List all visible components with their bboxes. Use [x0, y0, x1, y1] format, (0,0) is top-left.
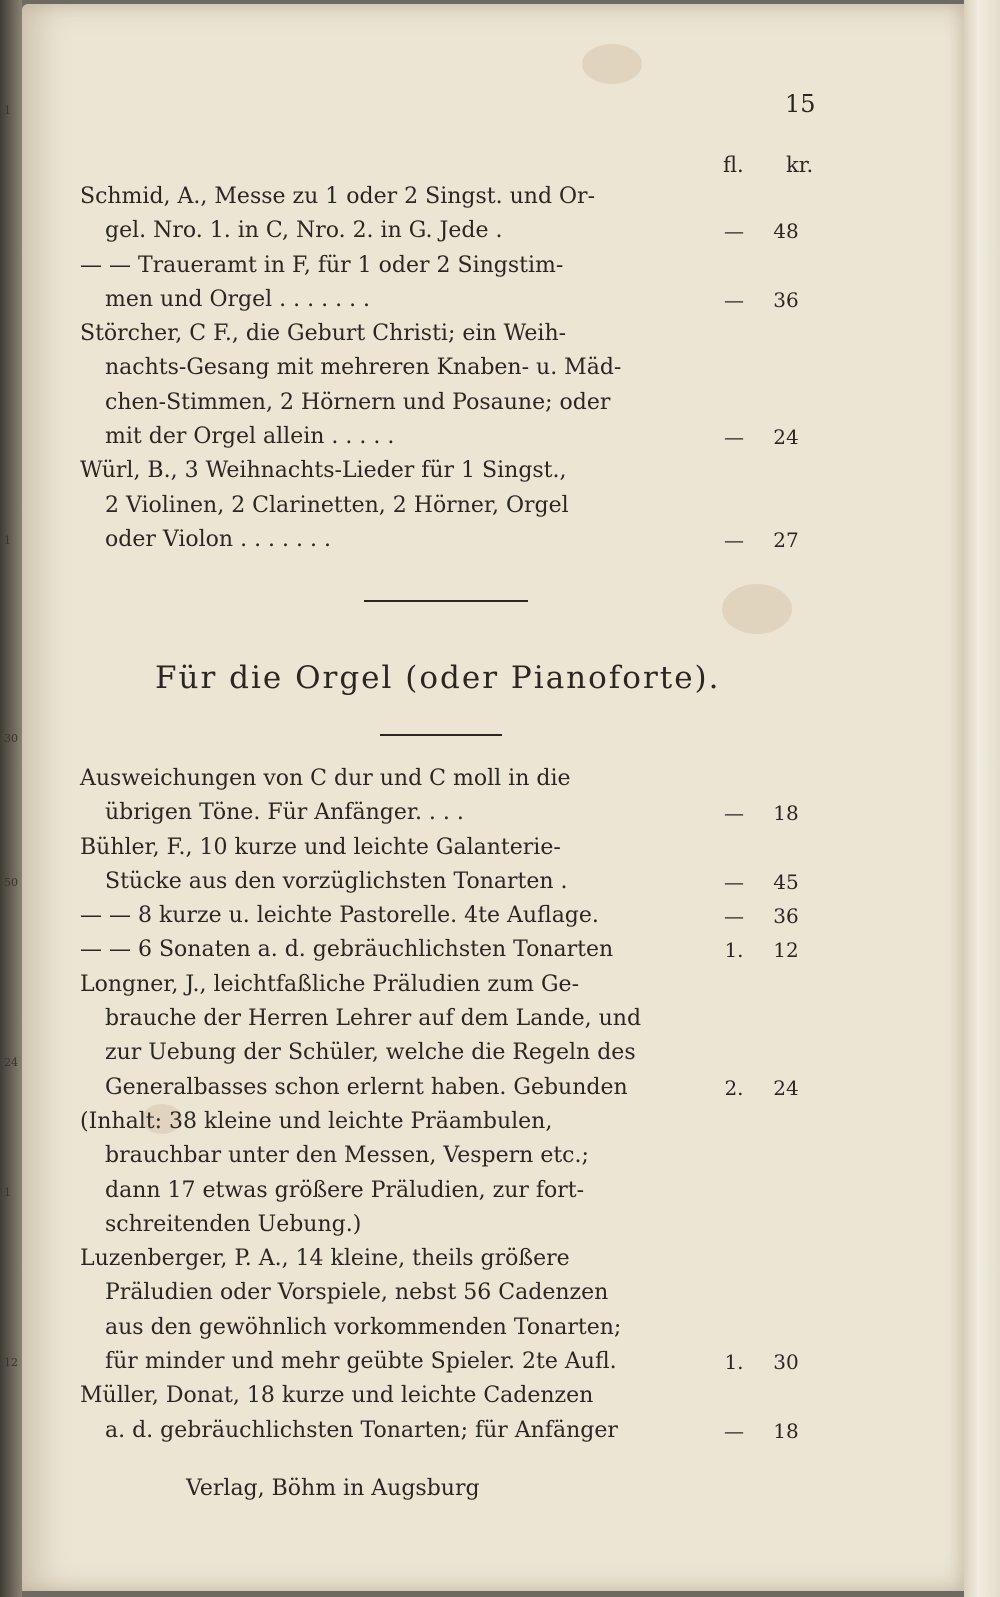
entry-line	[80, 1071, 820, 1105]
entry-title-line: Schmid, A., Messe zu 1 oder 2 Singst. und Or-	[80, 184, 596, 209]
entry-line	[80, 1036, 820, 1070]
entry-line	[80, 420, 820, 454]
entry-line	[80, 865, 820, 899]
entry-line	[80, 489, 820, 523]
entry-line	[80, 968, 820, 1002]
price-fl: —	[724, 287, 744, 312]
entry-line	[80, 386, 820, 420]
margin-mark: 30	[4, 732, 18, 745]
entry-line	[80, 796, 820, 830]
entry-continuation-line: Generalbasses schon erlernt haben. Gebunden	[105, 1074, 628, 1100]
price-kr: 36	[773, 904, 799, 929]
stain	[582, 44, 642, 84]
entry-continuation-line: zur Uebung der Schüler, welche die Regeln des	[105, 1040, 636, 1066]
organ-entry-list	[80, 762, 820, 1448]
entry-title-line: — — 8 kurze u. leichte Pastorelle. 4te Auflage.	[80, 903, 599, 929]
entry-continuation-line: dann 17 etwas größere Präludien, zur fort-	[105, 1177, 585, 1203]
currency-header-kr: kr.	[786, 153, 814, 177]
entry-line	[80, 351, 820, 385]
margin-mark: 50	[4, 876, 18, 889]
entry-line	[80, 1276, 820, 1310]
entry-continuation-line: a. d. gebräuchlichsten Tonarten; für Anfänger	[105, 1417, 618, 1443]
entry-continuation-line: brauchbar unter den Messen, Vespern etc.;	[105, 1143, 589, 1169]
price-fl: —	[724, 1418, 744, 1443]
entry-line	[80, 1414, 820, 1448]
entry-continuation-line: für minder und mehr geübte Spieler. 2te Aufl.	[105, 1349, 617, 1375]
price-fl: 2.	[724, 1075, 744, 1100]
entry-continuation-line: gel. Nro. 1. in C, Nro. 2. in G. Jede .	[105, 218, 503, 244]
section-divider	[364, 600, 528, 602]
price-kr: 12	[773, 938, 799, 963]
entry-continuation-line: Präludien oder Vorspiele, nebst 56 Cadenzen	[105, 1280, 609, 1306]
page-number: 15	[785, 90, 816, 118]
publisher-footer: Verlag, Böhm in Augsburg	[186, 1476, 480, 1501]
price-kr: 48	[773, 219, 799, 244]
price-fl: 1.	[724, 1350, 744, 1375]
entry-title-line: Ausweichungen von C dur und C moll in die	[80, 766, 571, 791]
entry-line	[80, 283, 820, 317]
price-fl: 1.	[724, 938, 744, 963]
currency-header-fl: fl.	[723, 153, 744, 177]
price-kr: 27	[773, 527, 799, 552]
top-entry-list	[80, 180, 820, 557]
entry-line	[80, 831, 820, 865]
price-fl: —	[724, 219, 744, 244]
entry-line	[80, 1139, 820, 1173]
entry-title-line: (Inhalt: 38 kleine und leichte Präambulen,	[80, 1108, 553, 1134]
entry-line	[80, 523, 820, 557]
price-kr: 30	[773, 1350, 799, 1375]
entry-continuation-line: schreitenden Uebung.)	[105, 1211, 362, 1237]
price-kr: 45	[773, 869, 799, 894]
entry-line	[80, 1208, 820, 1242]
stain	[722, 584, 792, 634]
entry-line	[80, 180, 820, 214]
entry-line	[80, 1379, 820, 1413]
entry-line	[80, 249, 820, 283]
entry-continuation-line: nachts-Gesang mit mehreren Knaben- u. Mäd-	[105, 355, 622, 381]
entry-continuation-line: 2 Violinen, 2 Clarinetten, 2 Hörner, Orgel	[105, 492, 569, 518]
entry-line	[80, 214, 820, 248]
entry-continuation-line: übrigen Töne. Für Anfänger. . . .	[105, 800, 464, 826]
entry-line	[80, 899, 820, 933]
price-kr: 36	[773, 287, 799, 312]
margin-marks	[4, 0, 28, 1597]
entry-title-line: — — 6 Sonaten a. d. gebräuchlichsten Tonarten	[80, 937, 614, 963]
entry-continuation-line: Stücke aus den vorzüglichsten Tonarten .	[105, 868, 568, 894]
entry-line	[80, 762, 820, 796]
price-kr: 18	[773, 801, 799, 826]
price-kr: 24	[773, 425, 799, 450]
entry-line	[80, 317, 820, 351]
entry-line	[80, 933, 820, 967]
price-fl: —	[724, 801, 744, 826]
margin-mark: 24	[4, 1056, 18, 1069]
entry-line	[80, 454, 820, 488]
entry-line	[80, 1105, 820, 1139]
margin-mark: 1	[4, 1186, 11, 1199]
entry-title-line: Würl, B., 3 Weihnachts-Lieder für 1 Singst.,	[80, 458, 567, 484]
entry-line	[80, 1002, 820, 1036]
price-fl: —	[724, 904, 744, 929]
margin-mark: 1	[4, 104, 11, 117]
entry-title-line: Longner, J., leichtfaßliche Präludien zum Ge-	[80, 971, 580, 997]
entry-continuation-line: brauche der Herren Lehrer auf dem Lande, und	[105, 1006, 642, 1032]
entry-continuation-line: chen-Stimmen, 2 Hörnern und Posaune; oder	[105, 389, 611, 415]
section-divider	[380, 734, 502, 736]
entry-title-line: Störcher, C F., die Geburt Christi; ein Weih-	[80, 321, 567, 347]
price-fl: —	[724, 425, 744, 450]
entry-continuation-line: aus den gewöhnlich vorkommenden Tonarten;	[105, 1314, 622, 1340]
entry-title-line: — — Traueramt in F, für 1 oder 2 Singstim-	[80, 252, 564, 278]
price-fl: —	[724, 527, 744, 552]
entry-continuation-line: oder Violon . . . . . . .	[105, 526, 331, 552]
entry-line	[80, 1242, 820, 1276]
entry-line	[80, 1174, 820, 1208]
margin-mark: 12	[4, 1356, 18, 1369]
page-edge	[964, 0, 1000, 1597]
entry-continuation-line: men und Orgel . . . . . . .	[105, 286, 371, 312]
margin-mark: 1	[4, 534, 11, 547]
entry-continuation-line: mit der Orgel allein . . . . .	[105, 424, 395, 450]
price-kr: 24	[773, 1075, 799, 1100]
price-fl: —	[724, 869, 744, 894]
entry-line	[80, 1311, 820, 1345]
section-heading: Für die Orgel (oder Pianoforte).	[155, 660, 721, 696]
entry-title-line: Bühler, F., 10 kurze und leichte Galanterie-	[80, 834, 561, 860]
entry-title-line: Luzenberger, P. A., 14 kleine, theils größere	[80, 1246, 570, 1272]
price-kr: 18	[773, 1418, 799, 1443]
entry-line	[80, 1345, 820, 1379]
entry-title-line: Müller, Donat, 18 kurze und leichte Cadenzen	[80, 1383, 594, 1409]
